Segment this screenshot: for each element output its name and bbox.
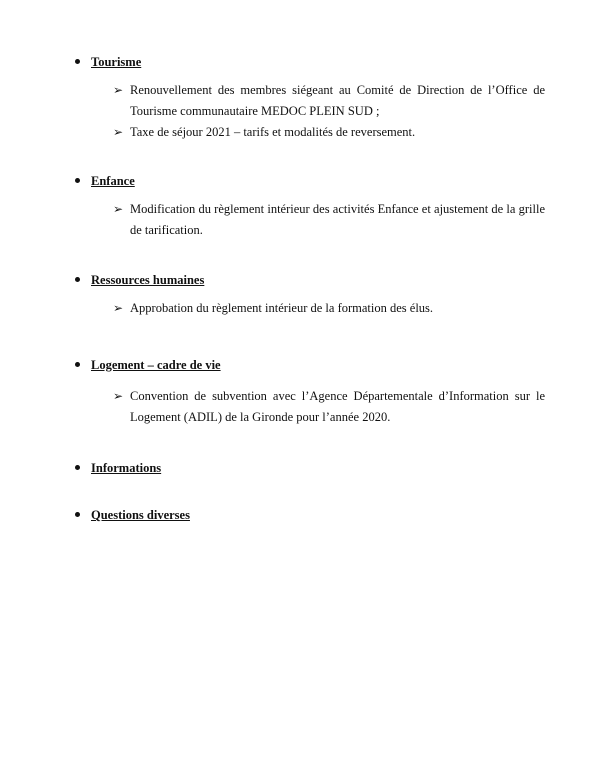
- section-heading: Questions diverses: [91, 508, 190, 522]
- section-heading: Ressources humaines: [91, 273, 205, 287]
- bullet-icon: [75, 277, 80, 282]
- arrow-bullet-icon: ➢: [113, 301, 124, 315]
- bullet-icon: [75, 59, 80, 64]
- arrow-bullet-icon: ➢: [113, 202, 124, 216]
- section-heading: Logement – cadre de vie: [91, 358, 221, 372]
- agenda-item-text: Approbation du règlement intérieur de la formation des élus.: [130, 301, 434, 315]
- section-heading: Enfance: [91, 174, 135, 188]
- agenda-item: [113, 80, 545, 122]
- bullet-icon: [75, 512, 80, 517]
- bullet-icon: [75, 465, 80, 470]
- agenda-item-text: Convention de subvention avec l’Agence Départementale d’Information sur le Logement (ADIL) de la Gironde pour l’année 2020.: [130, 389, 545, 424]
- arrow-bullet-icon: ➢: [113, 389, 124, 403]
- section-heading: Tourisme: [91, 55, 142, 69]
- bullet-icon: [75, 362, 80, 367]
- agenda-item: [113, 199, 545, 241]
- section-heading: Informations: [91, 461, 162, 475]
- agenda-item-text: Renouvellement des membres siégeant au Comité de Direction de l’Office de Tourisme communautaire MEDOC PLEIN SUD ;: [130, 83, 545, 118]
- agenda-item: [113, 386, 545, 428]
- arrow-bullet-icon: ➢: [113, 83, 124, 97]
- agenda-item-text: Modification du règlement intérieur des activités Enfance et ajustement de la grille de tarification.: [130, 202, 545, 237]
- arrow-bullet-icon: ➢: [113, 125, 124, 139]
- bullet-icon: [75, 178, 80, 183]
- agenda-item: [113, 122, 545, 143]
- agenda-item-text: Taxe de séjour 2021 – tarifs et modalités de reversement.: [130, 125, 416, 139]
- agenda-item: [113, 298, 545, 319]
